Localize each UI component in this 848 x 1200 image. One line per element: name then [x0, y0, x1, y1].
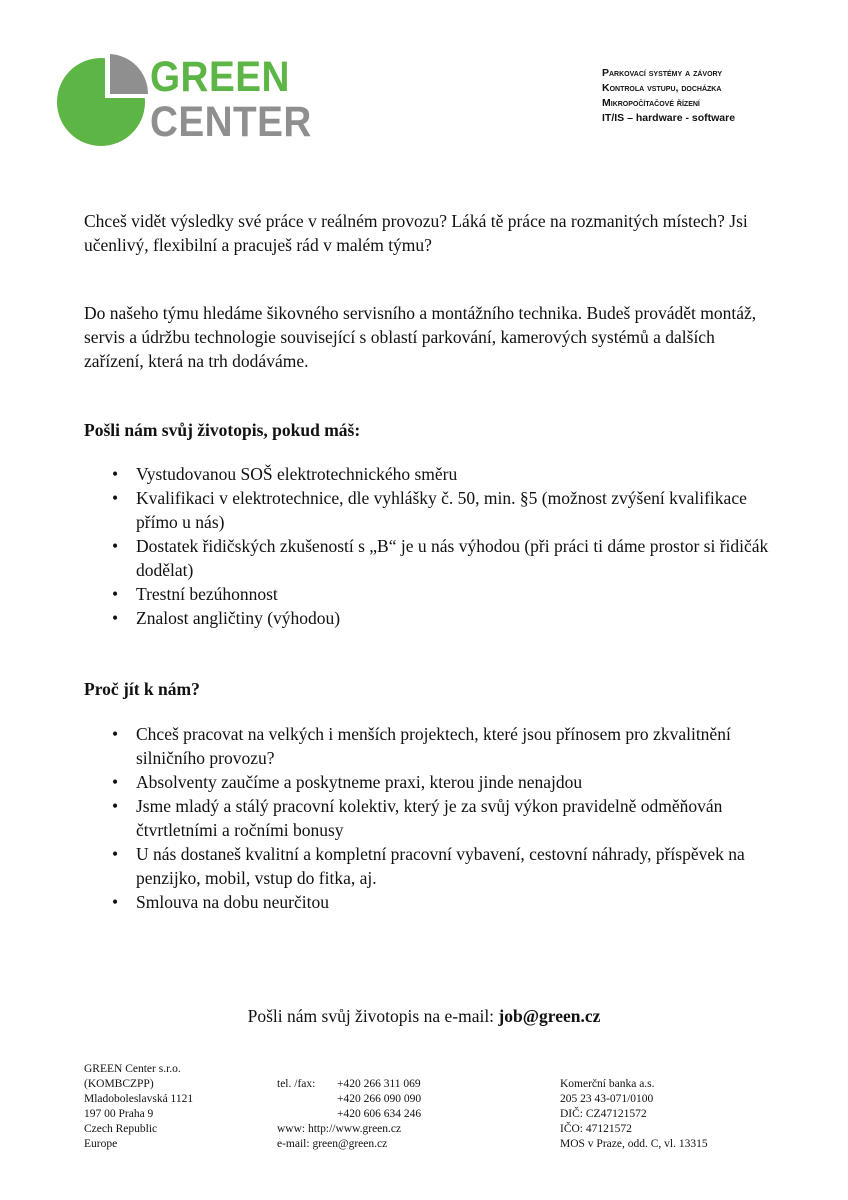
bullet-icon: • [112, 584, 119, 604]
bullet-icon: • [112, 892, 119, 912]
logo-text-green: GREEN [150, 53, 290, 101]
bullet-icon: • [112, 464, 119, 484]
bullet-icon: • [112, 488, 119, 508]
list-item: • Dostatek řidičských zkušeností s „B“ je u nás výhodou (při práci ti dáme prostor si řidičák dodělat) [112, 536, 769, 580]
list-item: • Znalost angličtiny (výhodou) [112, 608, 341, 628]
tagline-line: Mikropočítačové řízení [602, 97, 700, 109]
footer-line: Komerční banka a.s. [560, 1078, 655, 1090]
intro-paragraph: Chceš vidět výsledky své práce v reálném provozu? Láká tě práce na rozmanitých místech? Jsi učenlivý, flexibilní a pracuješ rád v malém týmu? [84, 211, 748, 255]
tagline-line: Kontrola vstupu, docházka [602, 82, 722, 94]
list-item: • Chceš pracovat na velkých i menších projektech, které jsou přínosem pro zkvalitnění silničního provozu? [112, 724, 731, 768]
list-item: • Vystudovanou SOŠ elektrotechnického směru [112, 464, 458, 484]
list-item: • Absolventy zaučíme a poskytneme praxi, kterou jinde nenajdou [112, 772, 583, 792]
list-item: • Jsme mladý a stálý pracovní kolektiv, který je za svůj výkon pravidelně odměňován čtvrtletními a ročními bonusy [112, 796, 723, 840]
requirements-heading: Pošli nám svůj životopis, pokud máš: [84, 420, 361, 440]
website-link[interactable]: www: http://www.green.cz [277, 1123, 402, 1135]
green-center-logo [56, 53, 312, 150]
footer-line: Mladoboleslavská 1121 [84, 1093, 194, 1105]
footer-line: IČO: 47121572 [560, 1123, 632, 1135]
list-item: • U nás dostaneš kvalitní a kompletní pracovní vybavení, cestovní náhrady, příspěvek na penzijko, mobil, vstup do fitka, aj. [112, 844, 745, 888]
logo-text-center: CENTER [150, 98, 312, 146]
phone-label: tel. /fax: [277, 1078, 316, 1090]
benefits-list [84, 722, 774, 914]
bullet-icon: • [112, 772, 119, 792]
company-tagline [602, 66, 735, 126]
tagline-line: IT/IS – hardware - software [602, 112, 736, 124]
footer-address [84, 1062, 193, 1152]
bullet-icon: • [112, 724, 119, 744]
phone-number: +420 266 311 069 [337, 1078, 421, 1090]
benefits-heading: Proč jít k nám? [84, 679, 200, 699]
list-item: • Kvalifikaci v elektrotechnice, dle vyhlášky č. 50, min. §5 (možnost zvýšení kvalifikace přímo u nás) [112, 488, 747, 532]
footer-email-link[interactable]: e-mail: green@green.cz [277, 1138, 388, 1150]
phone-number: +420 606 634 246 [337, 1108, 422, 1120]
bullet-icon: • [112, 608, 119, 628]
footer-line: DIČ: CZ47121572 [560, 1108, 647, 1120]
footer-line: (KOMBCZPP) [84, 1078, 154, 1090]
cta-line [0, 1004, 848, 1028]
bullet-icon: • [112, 536, 119, 556]
footer-line: Czech Republic [84, 1123, 158, 1135]
footer-line: MOS v Praze, odd. C, vl. 13315 [560, 1138, 708, 1150]
list-item: • Trestní bezúhonnost [112, 584, 278, 604]
footer-line: 197 00 Praha 9 [84, 1108, 154, 1120]
list-item: • Smlouva na dobu neurčitou [112, 892, 329, 912]
tagline-line: Parkovací systémy a závory [602, 67, 722, 79]
description-paragraph: Do našeho týmu hledáme šikovného servisního a montážního technika. Budeš provádět montáž, servis a údržbu technologie související s oblastí parkování, kamerových systémů a dalších zařízení, která na trh dodáváme. [84, 303, 757, 371]
cta-text: Pošli nám svůj životopis na e-mail: [247, 1006, 499, 1026]
logo-pie-icon [56, 54, 148, 150]
bullet-icon: • [112, 796, 119, 816]
footer-line: Europe [84, 1138, 118, 1150]
footer-line: GREEN Center s.r.o. [84, 1063, 181, 1075]
footer-bank [560, 1077, 708, 1152]
phone-number: +420 266 090 090 [337, 1093, 422, 1105]
footer-line: 205 23 43-071/0100 [560, 1093, 654, 1105]
requirements-list [84, 462, 774, 630]
job-email-link[interactable]: job@green.cz [498, 1006, 601, 1026]
bullet-icon: • [112, 844, 119, 864]
